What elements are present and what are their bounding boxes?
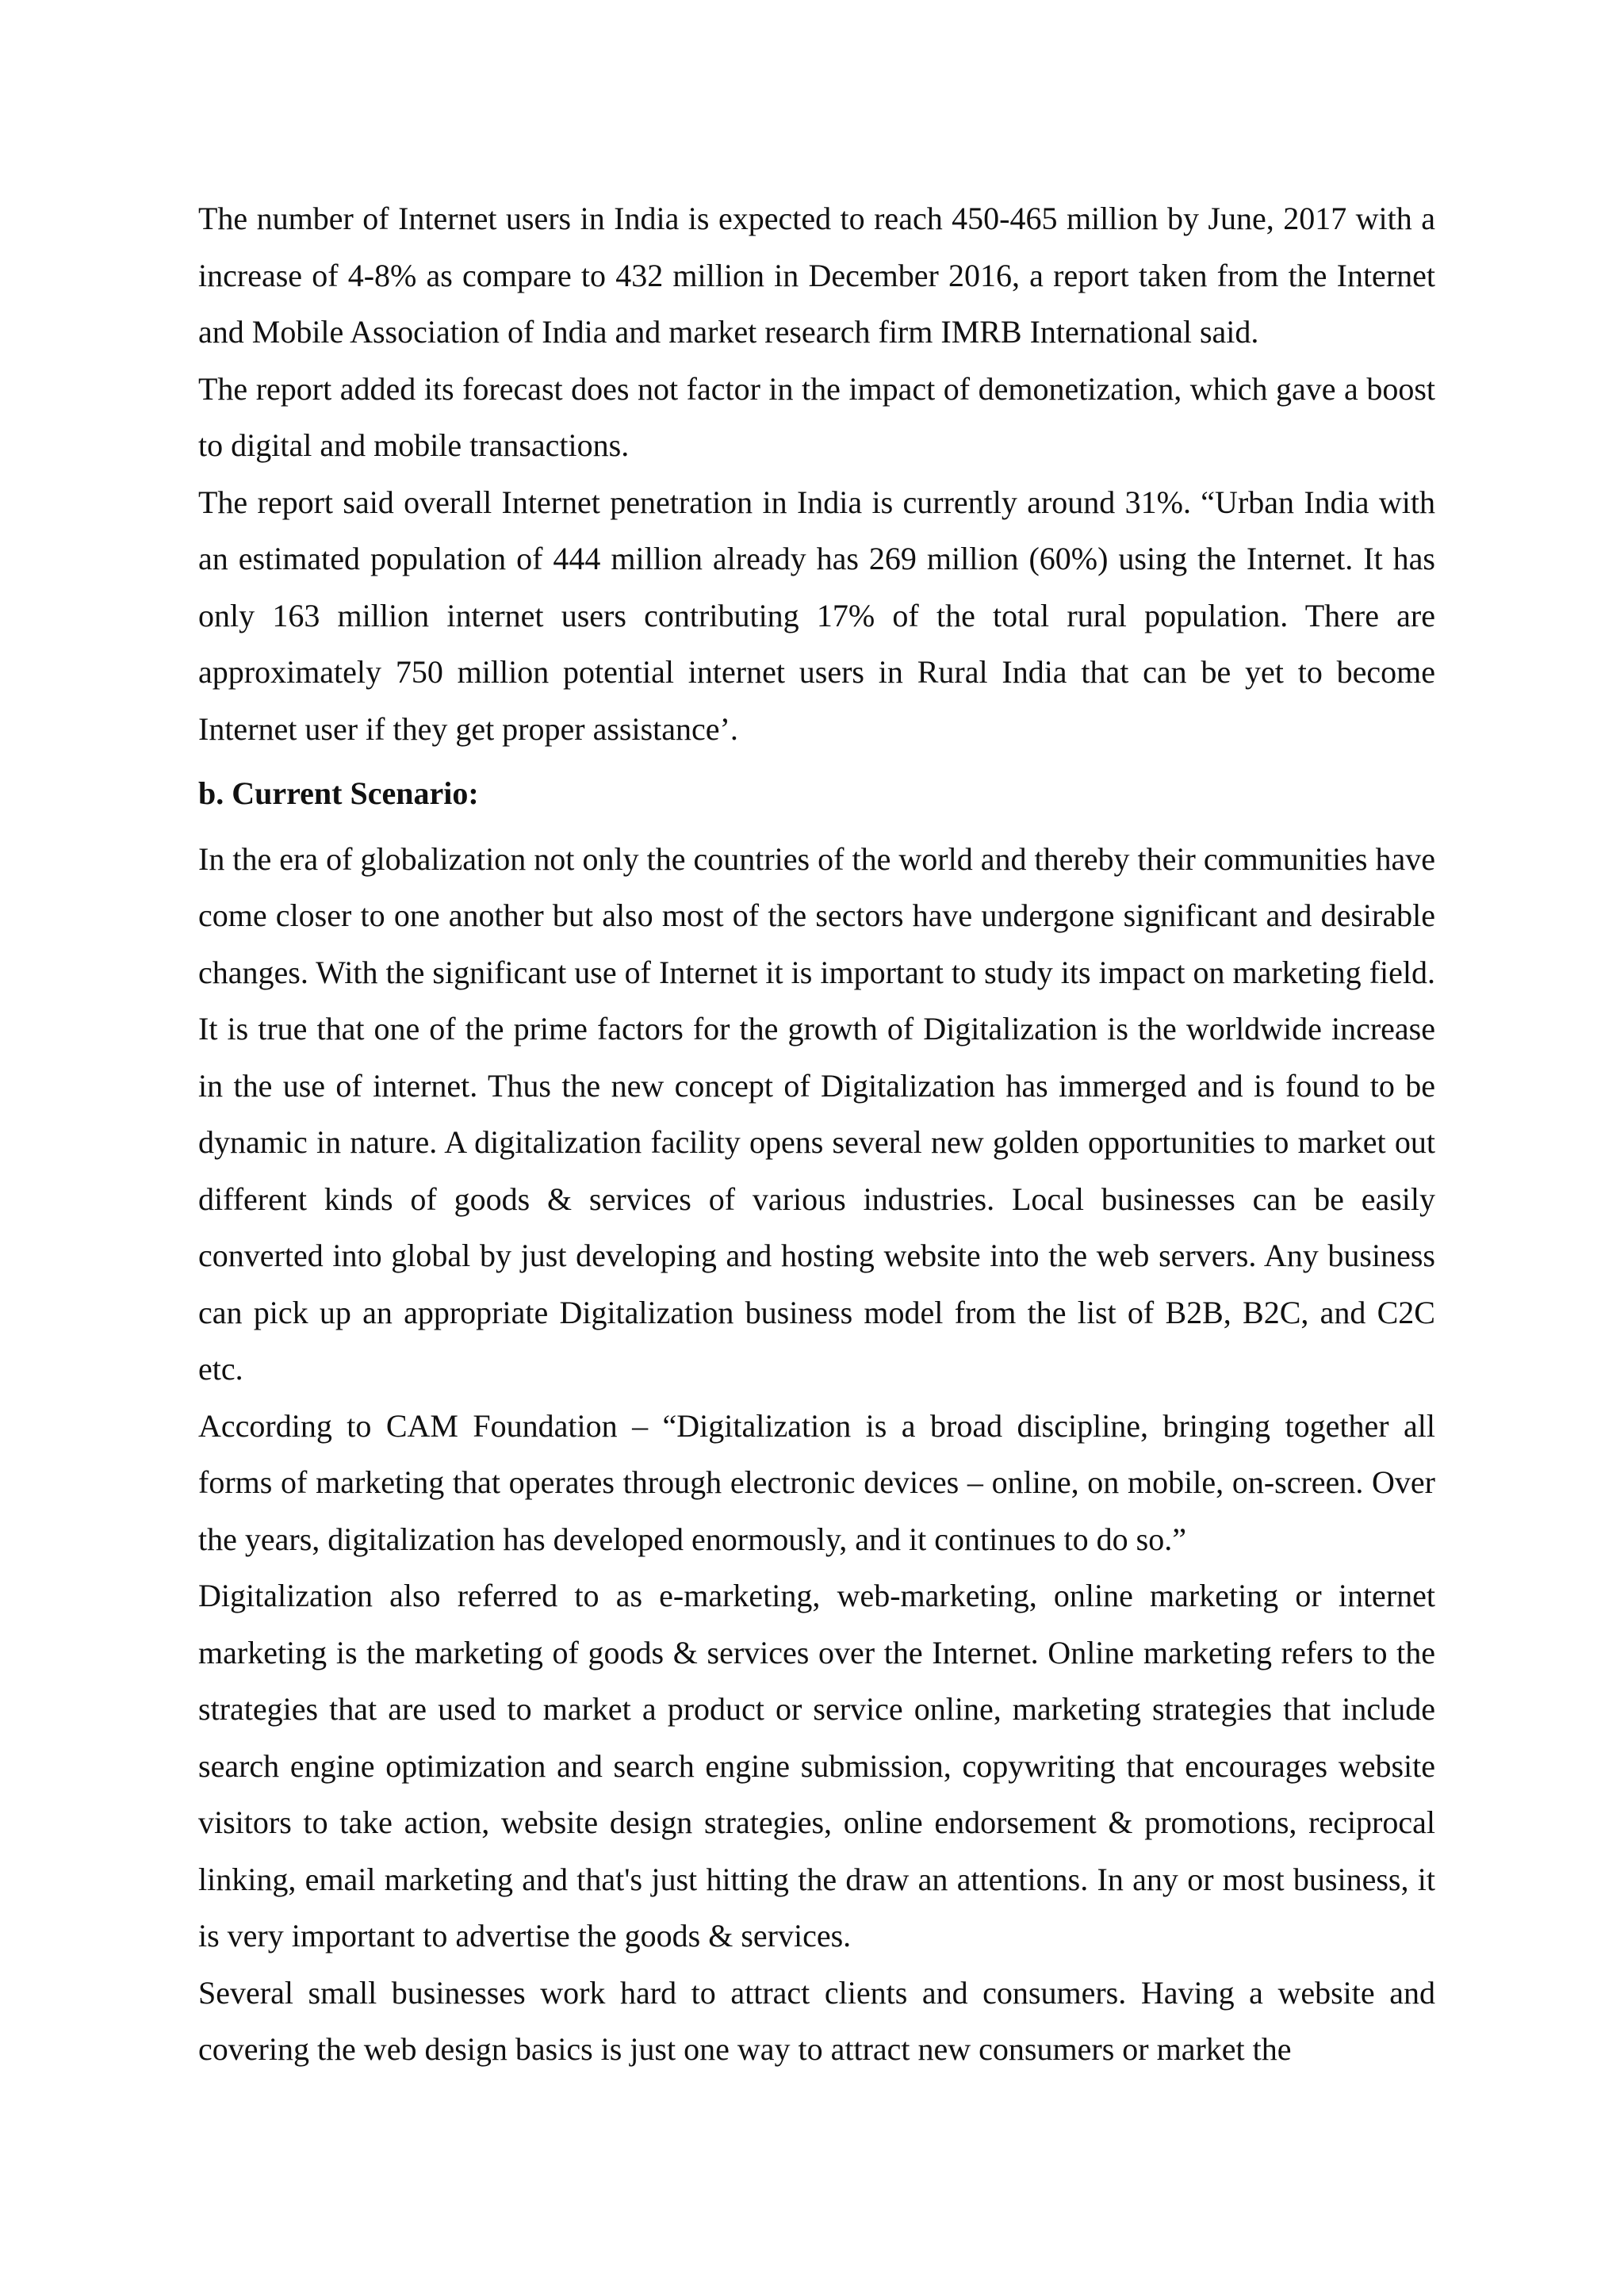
section-heading-current-scenario: b. Current Scenario:	[198, 775, 479, 811]
paragraph-demonetization-note: The report added its forecast does not factor in the impact of demonetization, which gave a boost to digital and mobile transactions.	[198, 370, 1435, 463]
document-body	[198, 190, 1435, 2078]
paragraph-cam-foundation-quote: According to CAM Foundation – “Digitalization is a broad discipline, bringing together all forms of marketing that operates through electronic devices – online, on mobile, on-screen. Over the years, digitalization has developed enormously, and it continues to do so.”	[198, 1407, 1435, 1557]
paragraph-internet-users-forecast: The number of Internet users in India is expected to reach 450-465 million by June, 2017 with a increase of 4-8% as compare to 432 million in December 2016, a report taken from the Internet and Mobile Association of India and market research firm IMRB International said.	[198, 201, 1435, 350]
paragraph-small-businesses: Several small businesses work hard to attract clients and consumers. Having a website and covering the web design basics is just one way to attract new consumers or market the	[198, 1974, 1435, 2067]
paragraph-internet-penetration: The report said overall Internet penetration in India is currently around 31%. “Urban India with an estimated population of 444 million already has 269 million (60%) using the Internet. It has only 163 million internet users contributing 17% of the total rural population. There are approximately 750 million potential internet users in Rural India that can be yet to become Internet user if they get proper assistance’.	[198, 484, 1435, 747]
paragraph-digitalization-definition: Digitalization also referred to as e-marketing, web-marketing, online marketing or internet marketing is the marketing of goods & services over the Internet. Online marketing refers to the strategies that are used to market a product or service online, marketing strategies that include search engine optimization and search engine submission, copywriting that encourages website visitors to take action, website design strategies, online endorsement & promotions, reciprocal linking, email marketing and that's just hitting the draw an attentions. In any or most business, it is very important to advertise the goods & services.	[198, 1578, 1435, 1954]
paragraph-globalization: In the era of globalization not only the countries of the world and thereby their communities have come closer to one another but also most of the sectors have undergone significant and desirable changes. With the significant use of Internet it is important to study its impact on marketing field. It is true that one of the prime factors for the growth of Digitalization is the worldwide increase in the use of internet. Thus the new concept of Digitalization has immerged and is found to be dynamic in nature. A digitalization facility opens several new golden opportunities to market out different kinds of goods & services of various industries. Local businesses can be easily converted into global by just developing and hosting website into the web servers. Any business can pick up an appropriate Digitalization business model from the list of B2B, B2C, and C2C etc.	[198, 840, 1435, 1387]
